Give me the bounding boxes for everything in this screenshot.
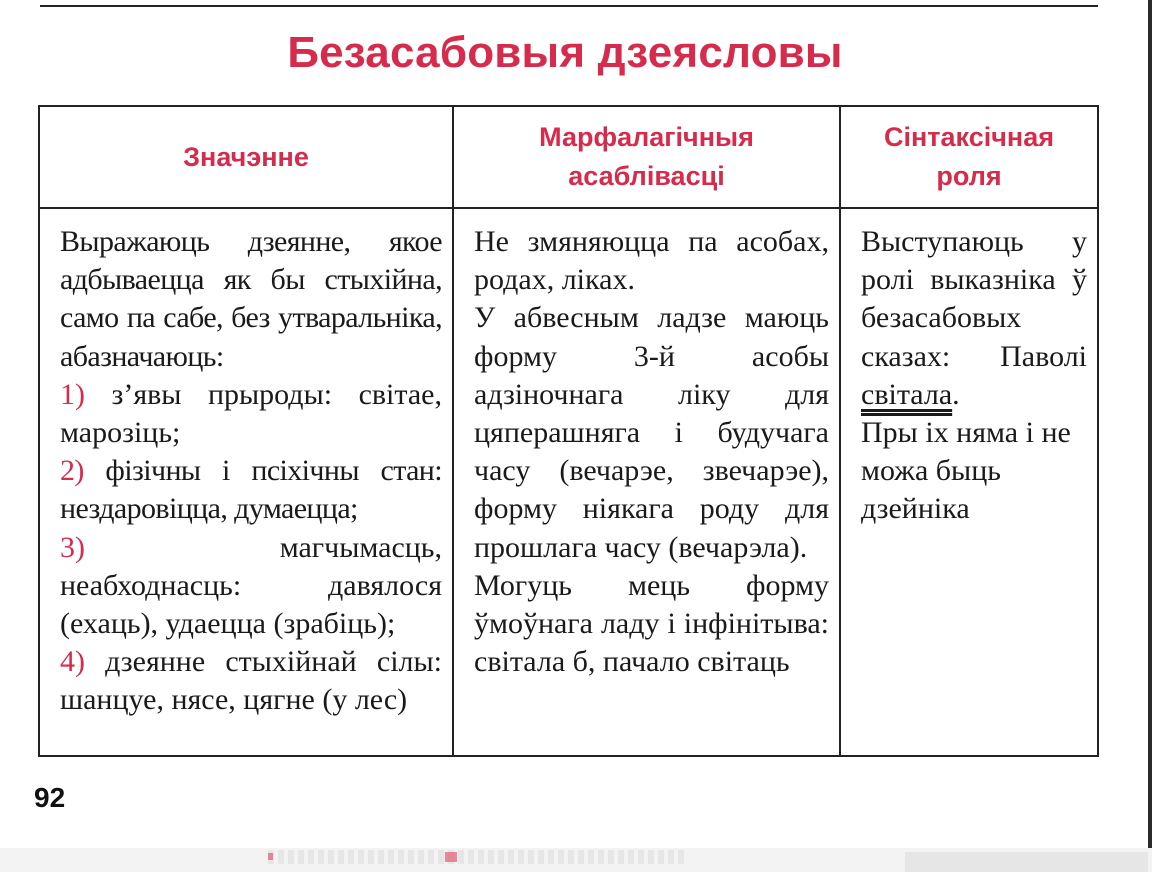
page-edge bbox=[1148, 0, 1152, 872]
bleed-through-text bbox=[268, 850, 688, 864]
top-rule bbox=[40, 5, 1098, 7]
cell-morphology bbox=[453, 208, 840, 756]
list-number: 4) bbox=[60, 645, 85, 679]
header-morphology bbox=[453, 106, 840, 208]
syntax-text-end: . bbox=[952, 377, 960, 411]
list-number: 2) bbox=[60, 454, 84, 488]
list-text: магчымасць, неабходнасць: давялося (ехаць), удаецца (зрабіць); bbox=[60, 530, 442, 641]
predicate-example: світала bbox=[861, 377, 953, 411]
list-item bbox=[60, 376, 442, 452]
list-number: 1) bbox=[60, 377, 85, 411]
header-morphology-text: Марфалагічныя асаблівасці bbox=[539, 122, 754, 191]
table-header-row bbox=[39, 106, 1098, 208]
morphology-paragraph: Могуць мець форму ўмоўнага ладу і інфінітыва: світала б, пачало світаць bbox=[474, 568, 829, 679]
meaning-intro: Выражаюць дзеянне, якое адбываецца як бы стыхійна, само па сабе, без утваральніка, абазначаюць: bbox=[60, 225, 442, 373]
list-item bbox=[60, 452, 442, 528]
bleed-through-mark bbox=[268, 853, 273, 860]
list-text: з’явы прыроды: світае, марозіць; bbox=[60, 377, 442, 450]
syntax-paragraph bbox=[861, 223, 1087, 414]
list-item bbox=[60, 529, 442, 644]
verbs-table bbox=[38, 105, 1099, 757]
page-number: 92 bbox=[34, 782, 66, 813]
list-item bbox=[60, 643, 442, 719]
page-title: Безасабовыя дзеясловы bbox=[287, 28, 843, 77]
list-number: 3) bbox=[60, 530, 85, 564]
list-text: дзеянне стыхійнай сілы: шанцуе, нясе, цягне (у лес) bbox=[60, 645, 442, 717]
morphology-paragraph: У абвесным ладзе маюць форму 3-й асобы адзіночнага ліку для цяперашняга і будучага часу (вечарэе, звечарэе), форму ніякага роду для прошлага часу (вечарэла). bbox=[474, 301, 829, 564]
header-syntax bbox=[840, 106, 1098, 208]
header-syntax-text: Сінтаксічная роля bbox=[884, 122, 1054, 191]
table-body-row bbox=[39, 208, 1098, 756]
scan-shadow-corner bbox=[905, 852, 1148, 872]
bleed-through-mark bbox=[445, 852, 457, 862]
cell-syntax bbox=[840, 208, 1098, 756]
header-meaning: Значэнне bbox=[39, 106, 453, 208]
list-text: фізічны і псіхічны стан: нездаровіцца, думаецца; bbox=[60, 454, 442, 526]
syntax-text: Выступаюць у ролі выказніка ў безасабовых сказах: Паволі bbox=[861, 225, 1087, 373]
syntax-paragraph: Пры іх няма і не можа быць дзейніка bbox=[861, 416, 1071, 526]
cell-meaning bbox=[39, 208, 453, 756]
morphology-paragraph: Не змяняюцца па асобах, родах, ліках. bbox=[474, 225, 829, 297]
